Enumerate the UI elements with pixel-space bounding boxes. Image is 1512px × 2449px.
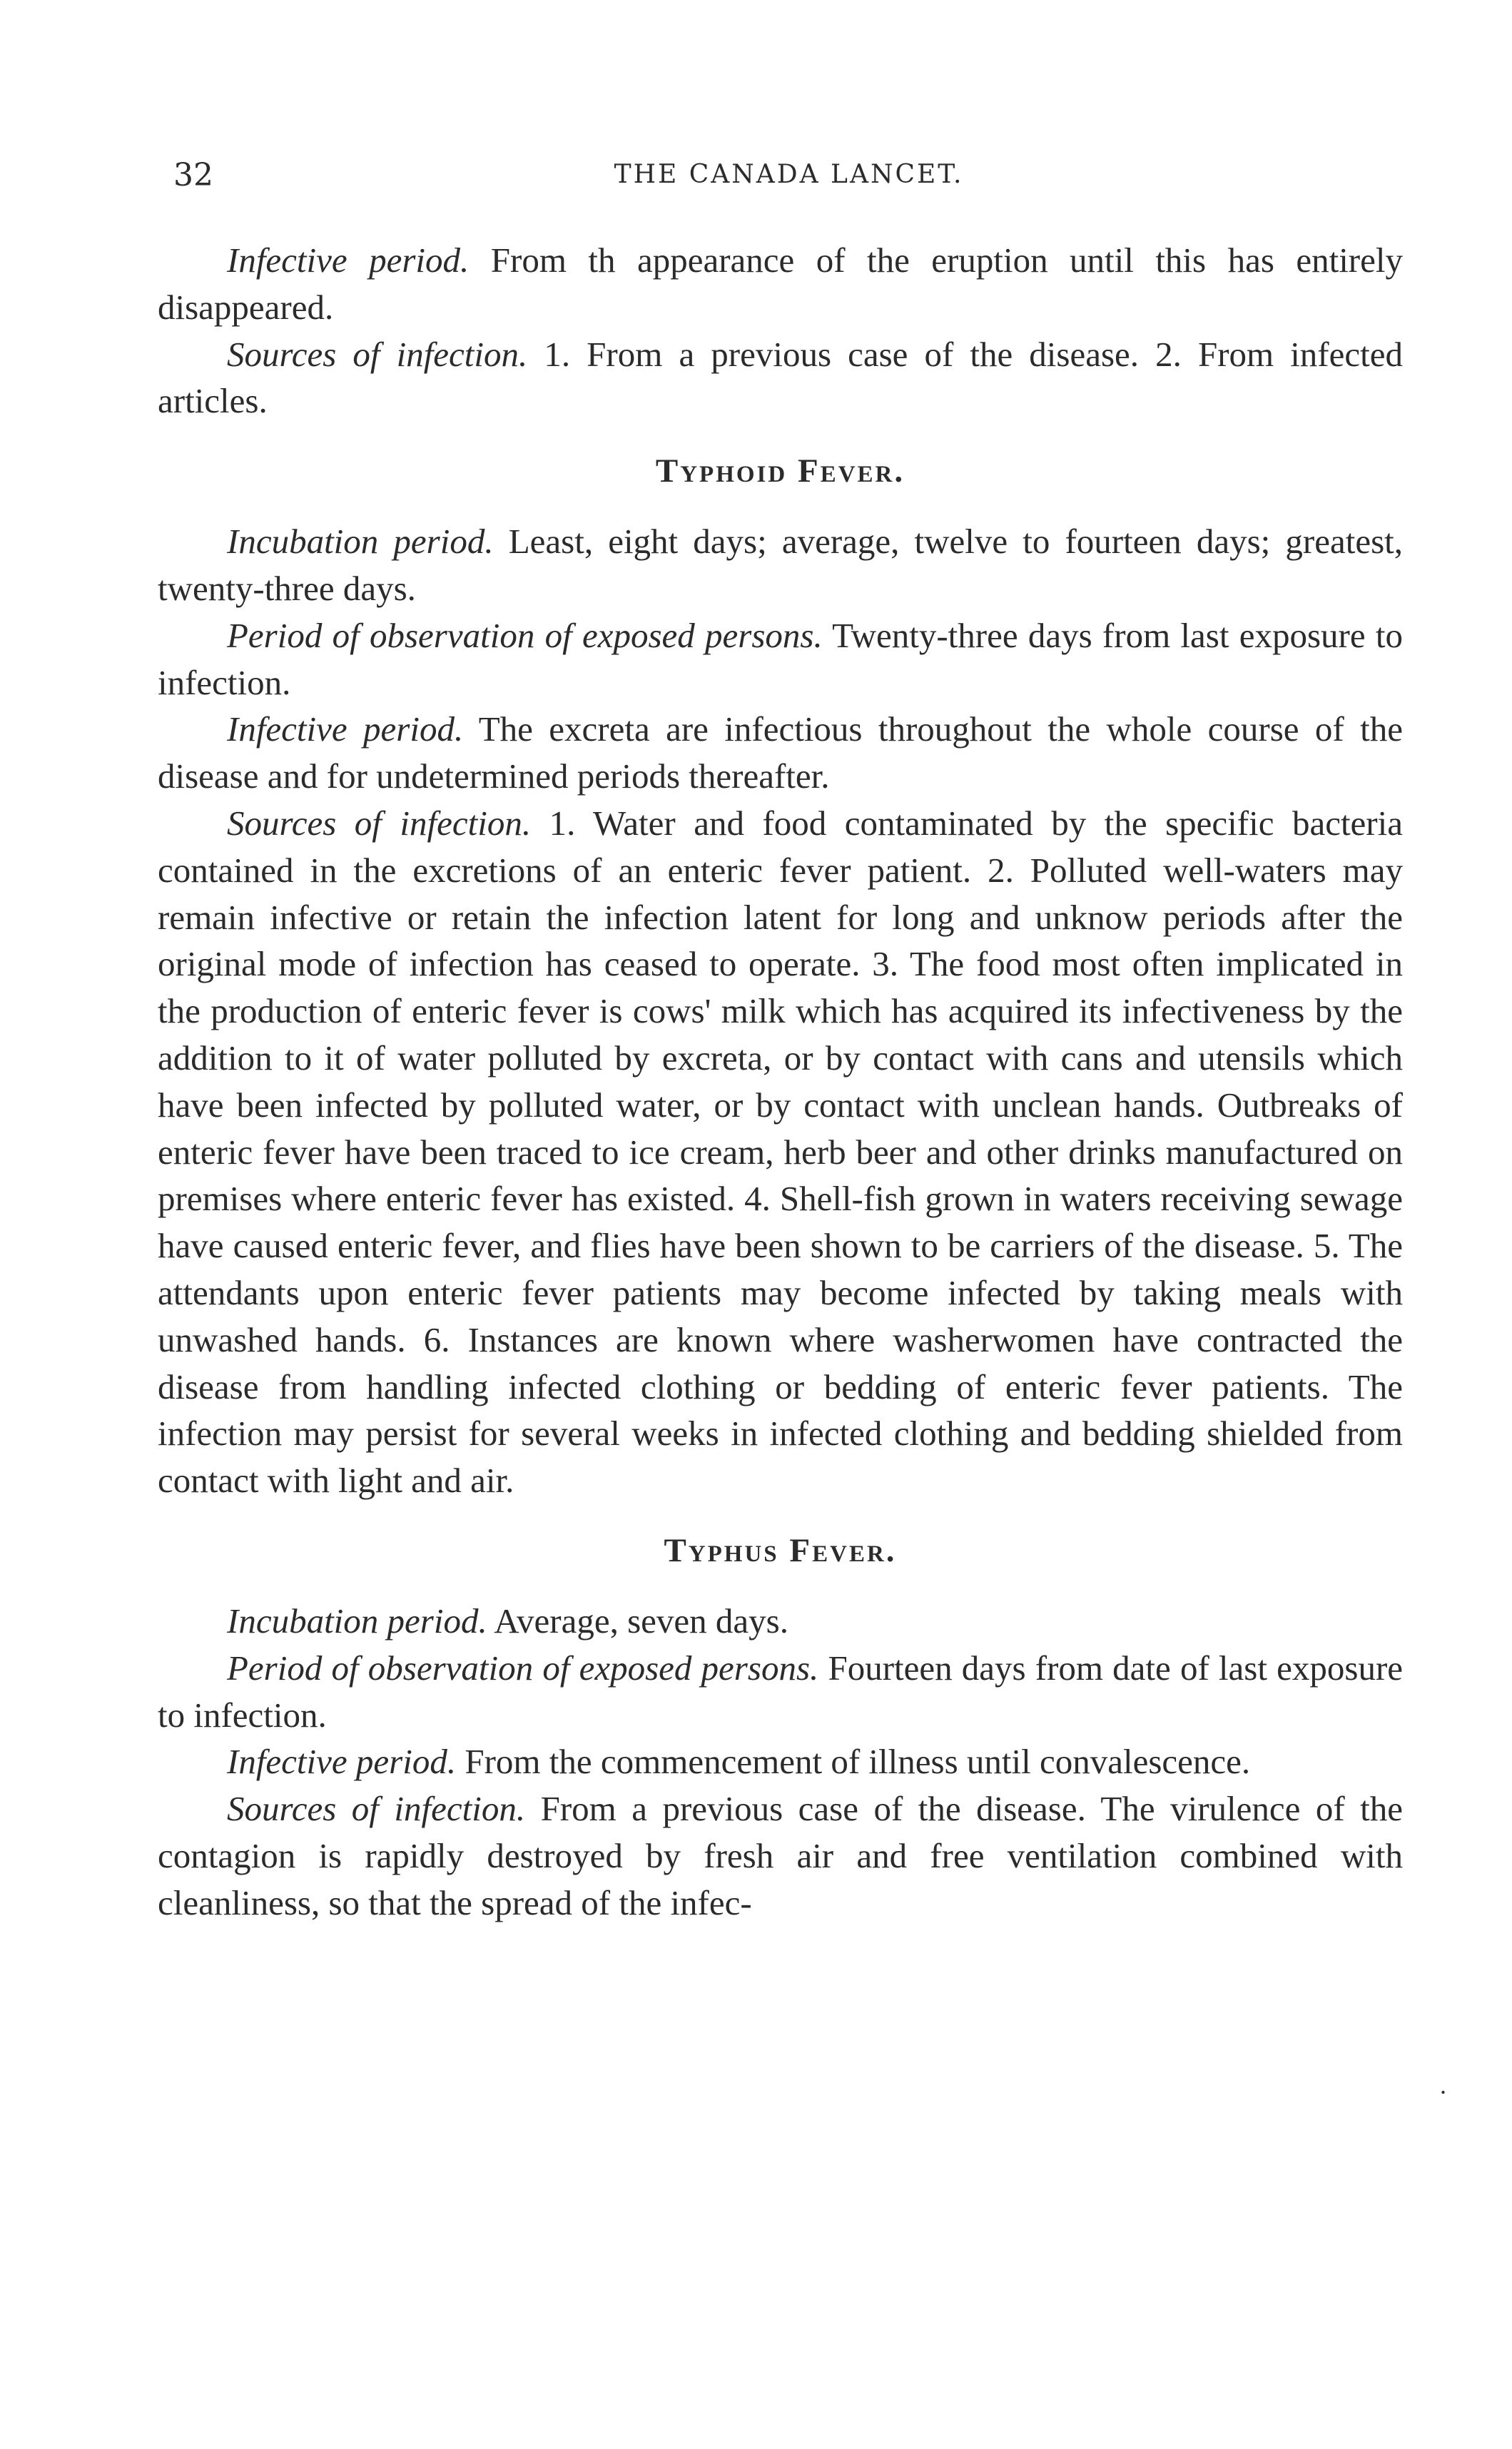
paragraph-typhus-observation-period — [158, 1645, 1403, 1739]
paragraph-text: From th appearance of the eruption until this has entirely disappeared. — [158, 240, 1403, 327]
body-text — [158, 237, 1403, 1927]
running-head — [173, 157, 1404, 200]
paragraph-label: Infective period. — [227, 1742, 457, 1782]
paragraph-text: Twenty-three days from last exposure to infection. — [158, 615, 1403, 702]
paragraph-text: Least, eight days; average, twelve to fourteen days; greatest, twenty-three days. — [158, 522, 1403, 608]
paragraph-text: Fourteen days from date of last exposure to infection. — [158, 1648, 1404, 1735]
paragraph-label: Incubation period. — [227, 522, 494, 562]
paragraph-label: Incubation period. — [227, 1601, 487, 1641]
paragraph-label: Infective period. — [227, 240, 470, 280]
page-number: 32 — [173, 157, 213, 193]
paragraph-intro-infective-period — [158, 237, 1403, 331]
margin-mark: . — [1440, 2071, 1446, 2099]
paragraph-typhoid-incubation-period — [158, 518, 1403, 612]
paragraph-text: The excreta are infectious throughout the whole course of the disease and for undetermined periods thereafter. — [158, 709, 1403, 796]
paragraph-label: Sources of infection. — [227, 1789, 526, 1829]
paragraph-typhoid-sources-of-infection — [158, 800, 1403, 1504]
paragraph-typhoid-infective-period — [158, 706, 1403, 800]
paragraph-text: 1. From a previous case of the disease. 2. From infected articles. — [158, 334, 1403, 421]
section-heading-typhoid-fever: Typhoid Fever. — [655, 452, 905, 490]
journal-title: THE CANADA LANCET. — [614, 160, 964, 189]
paragraph-label: Period of observation of exposed persons. — [227, 1648, 819, 1688]
paragraph-text: From a previous case of the disease. The virulence of the contagion is rapidly destroyed by fresh air and free ventilation combined with cleanliness, so that the spread of the infec- — [158, 1789, 1404, 1922]
paragraph-typhus-incubation-period — [158, 1598, 1403, 1645]
paragraph-label: Infective period. — [227, 709, 464, 749]
section-heading-typhus-fever: Typhus Fever. — [664, 1531, 897, 1569]
paragraph-label: Period of observation of exposed persons. — [227, 615, 823, 655]
paragraph-text: 1. Water and food contaminated by the specific bacteria contained in the excretions of an enteric fever patient. 2. Polluted well-waters may remain infective or retain the infection latent for long and unknow periods after the original mode of infection has ceased to operate. 3. The food most often implicated in the production of enteric fever is cows' milk which has acquired its infectiveness by the addition to it of water polluted by excreta, or by contact with cans and utensils which have been infected by polluted water, or by contact with unclean hands. Outbreaks of enteric fever have been traced to ice cream, herb beer and other drinks manufactured on premises where enteric fever has existed. 4. Shell-fish grown in waters receiving sewage have caused enteric fever, and flies have been shown to be carriers of the disease. 5. The attendants upon enteric fever patients may become infected by taking meals with unwashed hands. 6. Instances are known where washerwomen have contracted the disease from handling infected clothing or bedding of enteric fever patients. The infection may persist for several weeks in infected clothing and bedding shielded from contact with light and air. — [158, 803, 1403, 1501]
paragraph-label: Sources of infection. — [227, 334, 528, 374]
paragraph-text: From the commencement of illness until convalescence. — [465, 1742, 1251, 1782]
paragraph-typhus-infective-period — [158, 1738, 1403, 1785]
paragraph-label: Sources of infection. — [227, 803, 532, 843]
paragraph-typhoid-observation-period — [158, 612, 1403, 706]
paragraph-text: Average, seven days. — [494, 1601, 788, 1641]
paragraph-typhus-sources-of-infection — [158, 1785, 1403, 1926]
paragraph-intro-sources-of-infection — [158, 331, 1403, 425]
